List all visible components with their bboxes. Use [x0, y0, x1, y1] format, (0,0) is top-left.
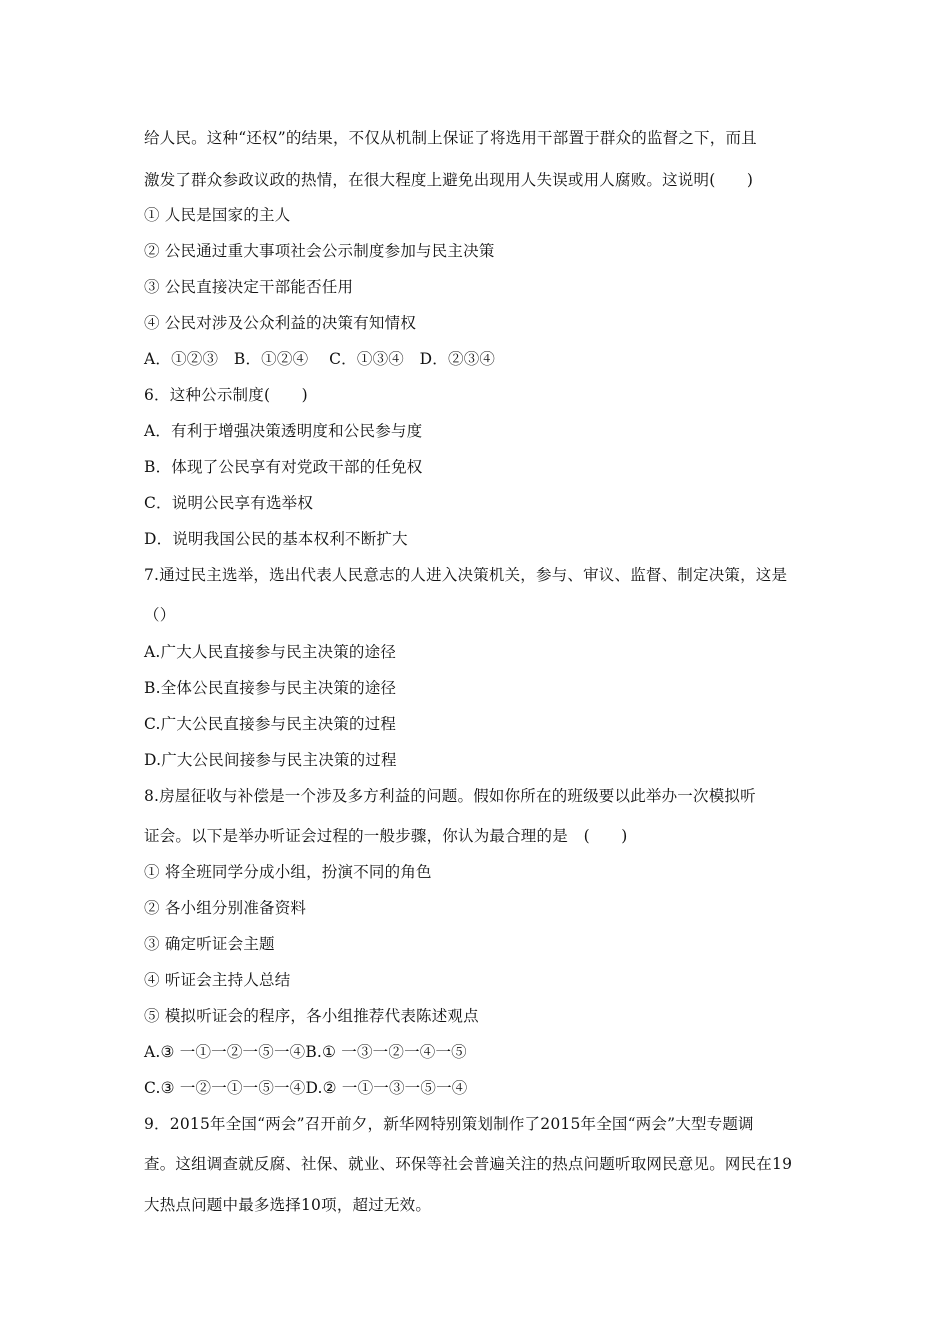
text-line: ③ 公民直接决定干部能否任用 [144, 278, 354, 296]
text-line: ④ 听证会主持人总结 [144, 971, 291, 989]
text-line: 7.通过民主选举，选出代表人民意志的人进入决策机关，参与、审议、监督、制定决策，这是 [144, 566, 788, 584]
text-line: D.广大公民间接参与民主决策的过程 [144, 751, 397, 769]
text-line: ② 各小组分别准备资料 [144, 899, 307, 917]
text-line: 9．2015年全国“两会”召开前夕，新华网特别策划制作了2015年全国“两会”大型专题调 [144, 1115, 754, 1133]
text-line: C．说明公民享有选举权 [144, 494, 314, 512]
text-line: 证会。以下是举办听证会过程的一般步骤，你认为最合理的是 ( ) [144, 827, 628, 845]
text-line: ④ 公民对涉及公众利益的决策有知情权 [144, 314, 417, 332]
text-line: D．说明我国公民的基本权利不断扩大 [144, 530, 408, 548]
text-line: ② 公民通过重大事项社会公示制度参加与民主决策 [144, 242, 495, 260]
text-line: B.全体公民直接参与民主决策的途径 [144, 679, 397, 697]
text-line: A.③ 一①一②一⑤一④B.① 一③一②一④一⑤ [144, 1043, 467, 1061]
text-line: C.③ 一②一①一⑤一④D.② 一①一③一⑤一④ [144, 1079, 468, 1097]
text-line: 查。这组调查就反腐、社保、就业、环保等社会普遍关注的热点问题听取网民意见。网民在19 [144, 1155, 793, 1173]
text-line: A.广大人民直接参与民主决策的途径 [144, 643, 397, 661]
text-line: A．有利于增强决策透明度和公民参与度 [144, 422, 423, 440]
text-line: ⑤ 模拟听证会的程序，各小组推荐代表陈述观点 [144, 1007, 479, 1025]
text-line: 6．这种公示制度( ) [144, 386, 308, 404]
text-line: C.广大公民直接参与民主决策的过程 [144, 715, 397, 733]
text-line: 激发了群众参政议政的热情，在很大程度上避免出现用人失误或用人腐败。这说明( ) [144, 171, 754, 189]
text-line: ① 人民是国家的主人 [144, 206, 291, 224]
text-line: A．①②③ B．①②④ C．①③④ D．②③④ [144, 350, 496, 368]
text-line: 8.房屋征收与补偿是一个涉及多方利益的问题。假如你所在的班级要以此举办一次模拟听 [144, 787, 756, 805]
text-line: B．体现了公民享有对党政干部的任免权 [144, 458, 423, 476]
text-line: 给人民。这种“还权”的结果，不仅从机制上保证了将选用干部置于群众的监督之下，而且 [144, 129, 757, 147]
text-line: （） [144, 606, 176, 624]
text-line: ① 将全班同学分成小组，扮演不同的角色 [144, 863, 432, 881]
text-line: ③ 确定听证会主题 [144, 935, 275, 953]
text-line: 大热点问题中最多选择10项，超过无效。 [144, 1196, 432, 1214]
